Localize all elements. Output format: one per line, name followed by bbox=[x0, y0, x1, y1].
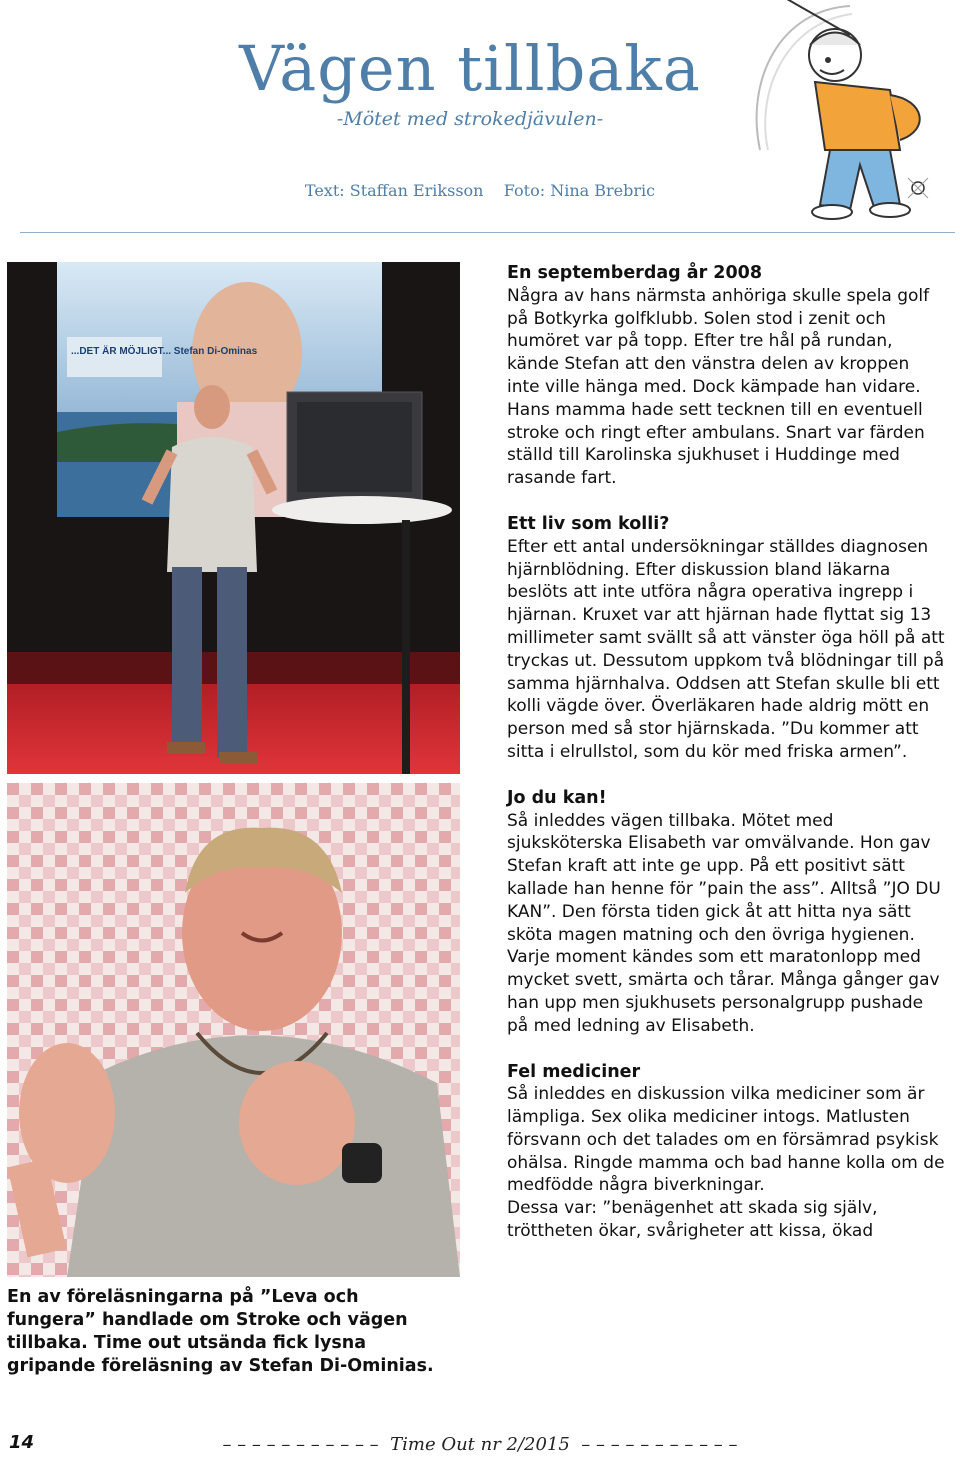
speaker-closeup-photo bbox=[7, 783, 460, 1277]
byline-credits: Text: Staffan Eriksson Foto: Nina Brebric bbox=[304, 181, 656, 200]
article-section bbox=[507, 787, 947, 1038]
screen-slide-text: ...DET ÄR MÖJLIGT... Stefan Di-Ominas bbox=[71, 346, 258, 357]
section-heading: Fel mediciner bbox=[507, 1061, 641, 1082]
page-number: 14 bbox=[9, 1432, 35, 1453]
stage-photo bbox=[7, 262, 460, 774]
section-text: Efter ett antal undersökningar ställdes diagnosen hjärnblödning. Efter diskussion bland läkarna beslöts att inte utföra några operativa ingrepp i hjärnan. Kruxet var att hjärnan hade flyttat sig 13 millimeter samt svällt så att vänster öga höll på att tryckas ut. Dessutom uppkom två blödningar till på samma hjärnhalva. Oddsen att Stefan skulle bli ett kolli vägde över. Överläkaren hade aldrig mött en person med så stor hjärnskada. ”Du kommer att sitta i elrullstol, som du kör med friska armen”. bbox=[507, 536, 945, 762]
section-heading: En septemberdag år 2008 bbox=[507, 263, 763, 283]
page-title: Vägen tillbaka bbox=[239, 32, 701, 105]
section-text: Så inleddes vägen tillbaka. Mötet med sjuksköterska Elisabeth var omvälvande. Hon gav Stefan kraft att inte ge upp. På ett positivt sätt kallade han henne för ”pain the ass”. Alltså ”JO DU KAN”. Den första tiden gick åt att hitta nya sätt sköta magen matning och den övriga hygienen. Varje moment kändes som ett maratonlopp med mycket svett, smärta och tårar. Många gånger gav han upp men sjukhusets personalgrupp pushade på med ledning av Elisabeth. bbox=[507, 810, 941, 1036]
article-section bbox=[507, 513, 947, 764]
section-text: Några av hans närmsta anhöriga skulle spela golf på Botkyrka golfklubb. Solen stod i zenit och humöret var på topp. Efter tre hål på rundan, kände Stefan att den vänstra delen av kroppen inte ville hänga med. Dock kämpade han vidare. Hans mamma hade sett tecknen till en eventuell stroke och ringt efter ambulans. Snart var färden ställd till Karolinska sjukhuset i Huddinge med rasande fart. bbox=[507, 285, 930, 489]
footer-issue-label: – – – – – – – – – – – Time Out nr 2/2015 – – – – – – – – – – – bbox=[222, 1434, 738, 1455]
section-text-continued: Dessa var: ”benägenhet att skada sig själv, tröttheten ökar, svårigheter att kissa, ökad bbox=[507, 1198, 878, 1242]
golfer-mascot-icon bbox=[740, 0, 950, 225]
page-footer bbox=[0, 1430, 960, 1460]
section-heading: Ett liv som kolli? bbox=[507, 513, 670, 534]
header-divider bbox=[20, 232, 955, 233]
page-subtitle: -Mötet med strokedjävulen- bbox=[336, 108, 604, 130]
article-section bbox=[507, 1061, 947, 1243]
photo-caption: En av föreläsningarna på ”Leva och fungera” handlade om Stroke och vägen tillbaka. Time out utsända fick lysna gripande föreläsning av Stefan Di-Ominias. bbox=[7, 1287, 434, 1376]
section-text: Så inleddes en diskussion vilka mediciner som är lämpliga. Sex olika mediciner intogs. Matlusten försvann och det talades om en försämrad psykisk ohälsa. Ringde mamma och bad hanne kolla om de medfödde några biverkningar. bbox=[507, 1084, 945, 1196]
article-section bbox=[507, 262, 947, 490]
article-column bbox=[507, 262, 947, 1266]
section-heading: Jo du kan! bbox=[507, 787, 607, 808]
